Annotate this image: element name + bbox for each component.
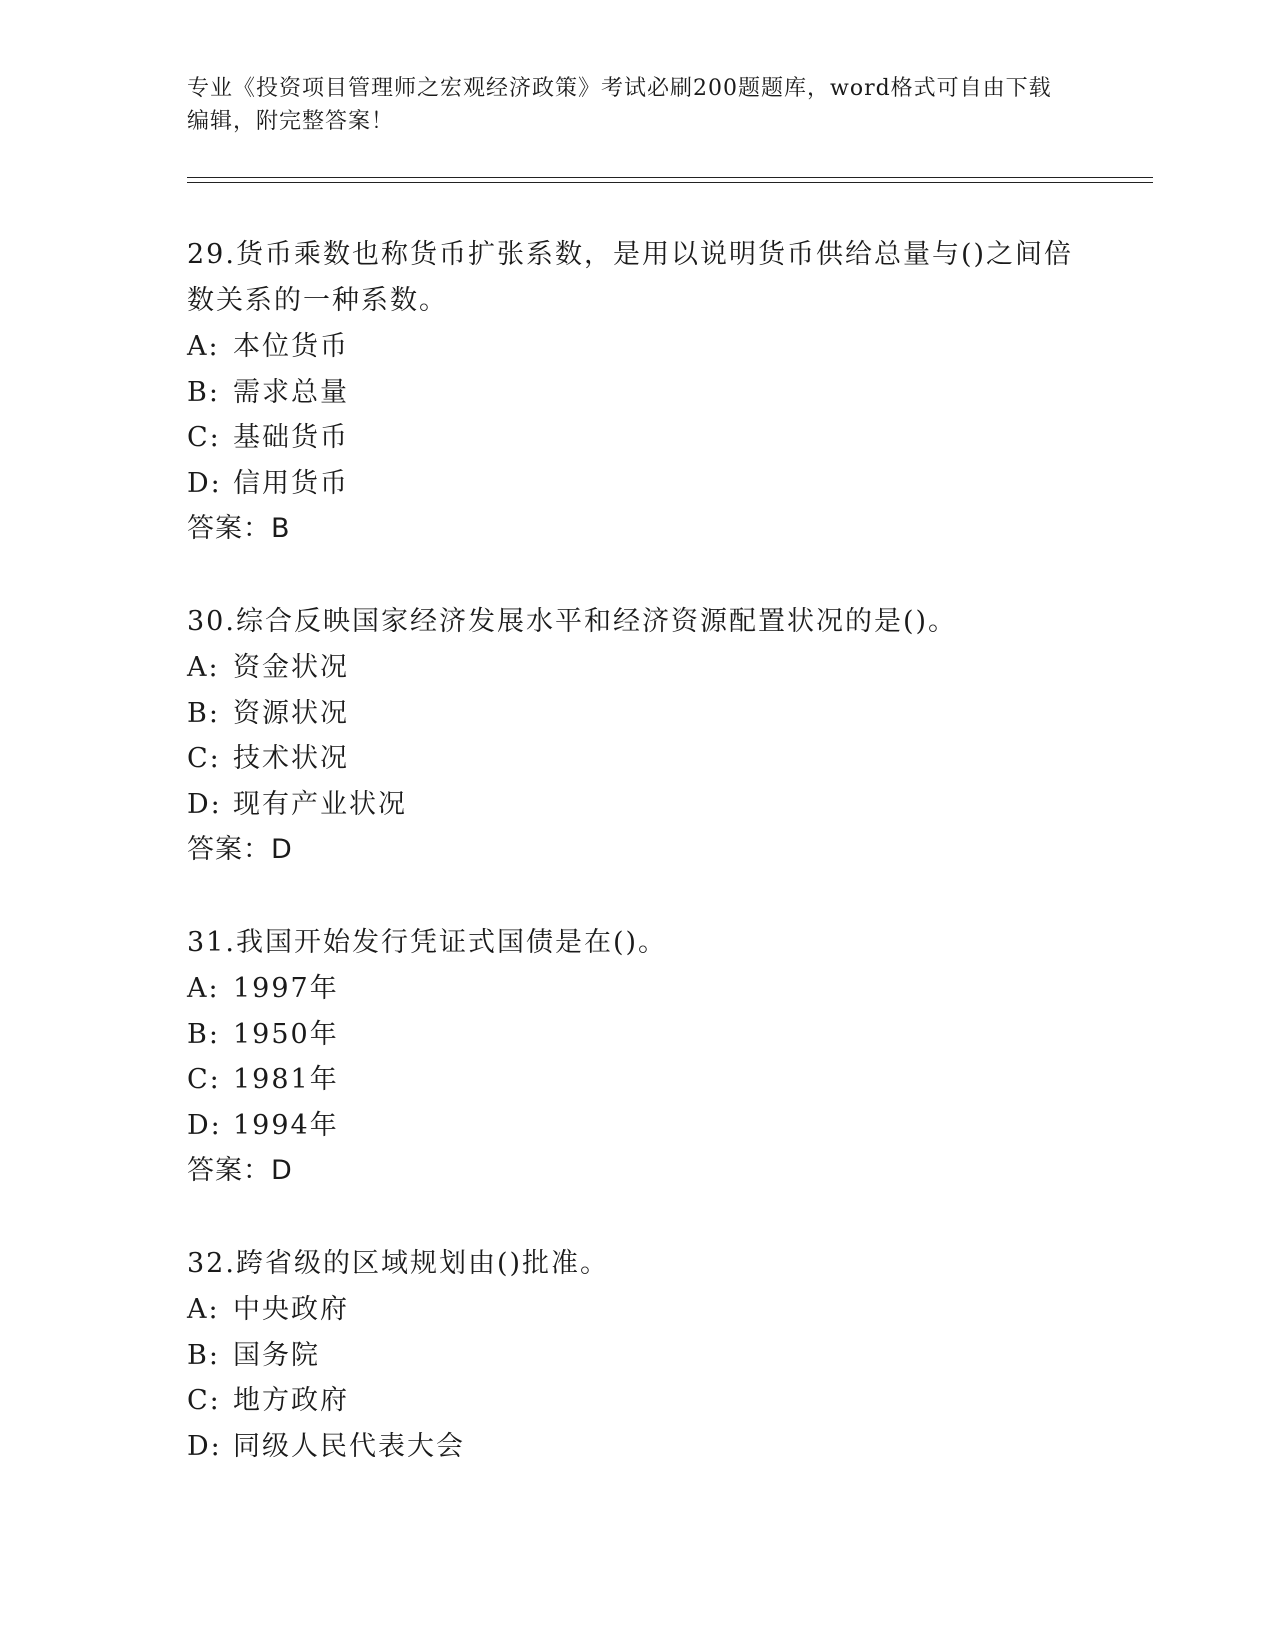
option-letter: C:: [187, 743, 221, 774]
option-text: 国务院: [233, 1339, 320, 1371]
document-header: 专业《投资项目管理师之宏观经济政策》考试必刷200题题库，word格式可自由下载编辑，附完整答案！: [187, 76, 1052, 134]
option-d: [187, 782, 1087, 828]
option-b: [187, 1333, 1087, 1379]
answer: 答案：D: [187, 1155, 293, 1186]
option-letter: A:: [187, 652, 220, 683]
question-31: [187, 920, 1087, 1194]
question-text: 32.跨省级的区域规划由()批准。: [187, 1248, 610, 1279]
option-text: 基础货币: [233, 422, 349, 453]
option-text: 资金状况: [233, 652, 349, 683]
option-text: 1997年: [233, 973, 339, 1004]
option-letter: B:: [187, 1018, 220, 1050]
option-letter: D:: [187, 1109, 222, 1141]
option-text: 资源状况: [233, 697, 349, 729]
option-text: 1981年: [233, 1064, 339, 1095]
question-32: [187, 1241, 1087, 1469]
option-text: 本位货币: [233, 331, 349, 362]
option-d: [187, 461, 1087, 507]
option-text: 现有产业状况: [233, 788, 407, 820]
option-c: [187, 1057, 1087, 1103]
question-text: 31.我国开始发行凭证式国债是在()。: [187, 927, 668, 958]
option-letter: A:: [187, 331, 220, 362]
option-letter: C:: [187, 1064, 221, 1095]
option-b: [187, 1012, 1087, 1058]
option-c: [187, 1378, 1087, 1424]
option-d: [187, 1424, 1087, 1470]
option-text: 1950年: [233, 1018, 339, 1050]
option-b: [187, 691, 1087, 737]
option-letter: C:: [187, 422, 221, 453]
option-letter: A:: [187, 973, 220, 1004]
question-text: 29.货币乘数也称货币扩张系数，是用以说明货币供给总量与()之间倍数关系的一种系数。: [187, 239, 1074, 316]
option-a: [187, 324, 1087, 370]
option-letter: B:: [187, 1339, 220, 1371]
option-text: 技术状况: [233, 743, 349, 774]
option-text: 地方政府: [233, 1385, 349, 1416]
option-letter: D:: [187, 788, 222, 820]
question-text: 30.综合反映国家经济发展水平和经济资源配置状况的是()。: [187, 606, 958, 637]
option-text: 中央政府: [233, 1294, 349, 1325]
option-text: 信用货币: [233, 467, 349, 499]
option-letter: B:: [187, 697, 220, 729]
option-text: 同级人民代表大会: [233, 1430, 465, 1462]
option-c: [187, 736, 1087, 782]
option-b: [187, 370, 1087, 416]
option-letter: D:: [187, 1430, 222, 1462]
header-rule-top: [187, 177, 1153, 178]
option-text: 1994年: [233, 1109, 339, 1141]
option-d: [187, 1103, 1087, 1149]
option-letter: A:: [187, 1294, 220, 1325]
option-a: [187, 966, 1087, 1012]
option-letter: B:: [187, 376, 220, 408]
option-text: 需求总量: [233, 376, 349, 408]
answer: 答案：D: [187, 834, 293, 865]
option-letter: C:: [187, 1385, 221, 1416]
option-a: [187, 645, 1087, 691]
header-rule-bottom: [187, 182, 1153, 183]
question-list: [187, 232, 1087, 1516]
answer: 答案：B: [187, 513, 291, 544]
option-letter: D:: [187, 467, 222, 499]
option-c: [187, 415, 1087, 461]
question-30: [187, 599, 1087, 873]
option-a: [187, 1287, 1087, 1333]
question-29: [187, 232, 1087, 552]
